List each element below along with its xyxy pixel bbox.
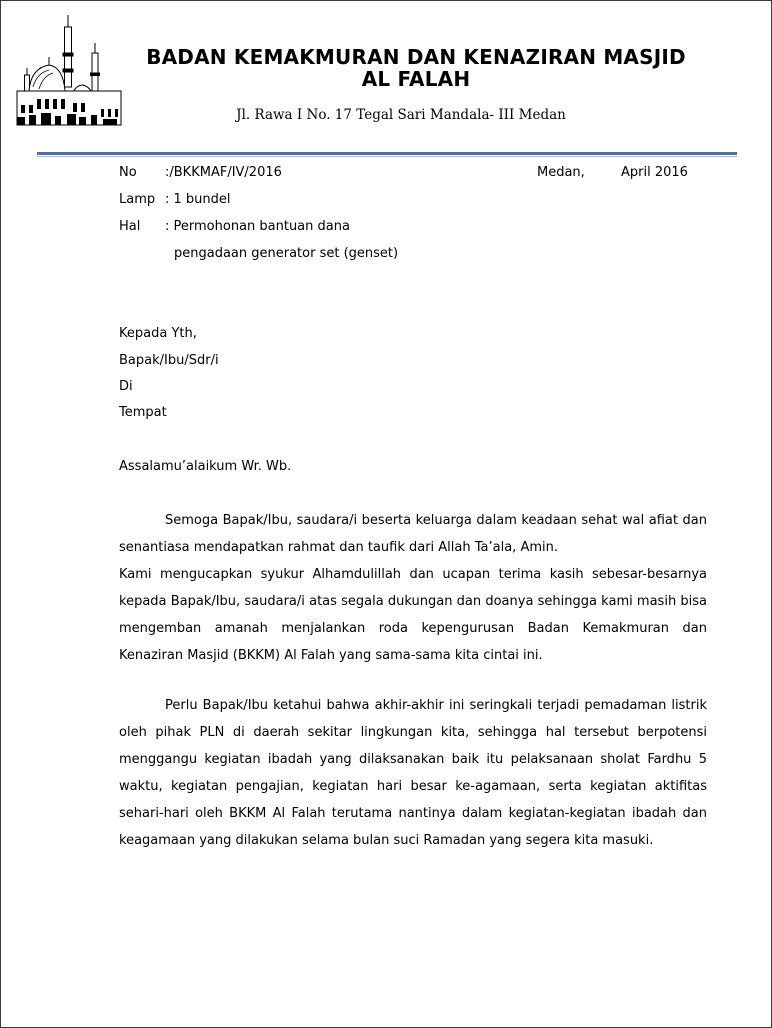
paragraph-1: Semoga Bapak/Ibu, saudara/i beserta keluarga dalam keadaan sehat wal afiat dan senantiasa mendapatkan rahmat dan taufik dari Allah Ta’ala, Amin.	[119, 513, 707, 555]
recipient-line1: Kepada Yth,	[119, 326, 197, 341]
recipient-line2: Bapak/Ibu/Sdr/i	[119, 353, 219, 368]
org-address: Jl. Rawa I No. 17 Tegal Sari Mandala- III Medan	[236, 107, 566, 123]
letter-date: April 2016	[621, 165, 688, 180]
organization-title	[131, 46, 701, 90]
hal-value-line1: : Permohonan bantuan dana	[165, 219, 350, 234]
hal-label: Hal	[119, 219, 141, 234]
hal-value-line2: pengadaan generator set (genset)	[174, 246, 399, 261]
greeting: Assalamu’alaikum Wr. Wb.	[119, 459, 292, 474]
recipient-line4: Tempat	[119, 405, 167, 420]
paragraph-2: Kami mengucapkan syukur Alhamdulillah dan ucapan terima kasih sebesar-besarnya kepada Bapak/Ibu, saudara/i atas segala dukungan dan doanya sehingga kami masih bisa mengemban amanah menjalankan roda kepengurusan Badan Kemakmuran dan Kenaziran Masjid (BKKM) Al Falah yang sama-sama kita cintai ini.	[119, 567, 707, 663]
header-divider	[37, 152, 737, 155]
letter-city: Medan,	[537, 165, 585, 180]
lamp-value: : 1 bundel	[165, 192, 231, 207]
org-title-line1: BADAN KEMAKMURAN DAN KENAZIRAN MASJID	[146, 45, 686, 69]
no-label: No	[119, 165, 137, 180]
recipient-line3: Di	[119, 379, 133, 394]
mosque-icon	[13, 13, 123, 131]
paragraph-3: Perlu Bapak/Ibu ketahui bahwa akhir-akhir ini seringkali terjadi pemadaman listrik oleh pihak PLN di daerah sekitar lingkungan kita, sehingga hal tersebut berpotensi menggangu kegiatan ibadah yang dilaksanakan baik itu pelaksanaan sholat Fardhu 5 waktu, kegiatan pengajian, kegiatan hari besar ke-agamaan, serta kegiatan aktifitas sehari-hari oleh BKKM Al Falah terutama nantinya dalam kegiatan-kegiatan ibadah dan keagamaan yang dilakukan selama bulan suci Ramadan yang segera kita masuki.	[119, 698, 707, 848]
lamp-label: Lamp	[119, 192, 156, 207]
org-title-line2: AL FALAH	[361, 67, 471, 91]
header-divider-thin	[37, 156, 737, 157]
no-value: :/BKKMAF/IV/2016	[165, 165, 282, 180]
